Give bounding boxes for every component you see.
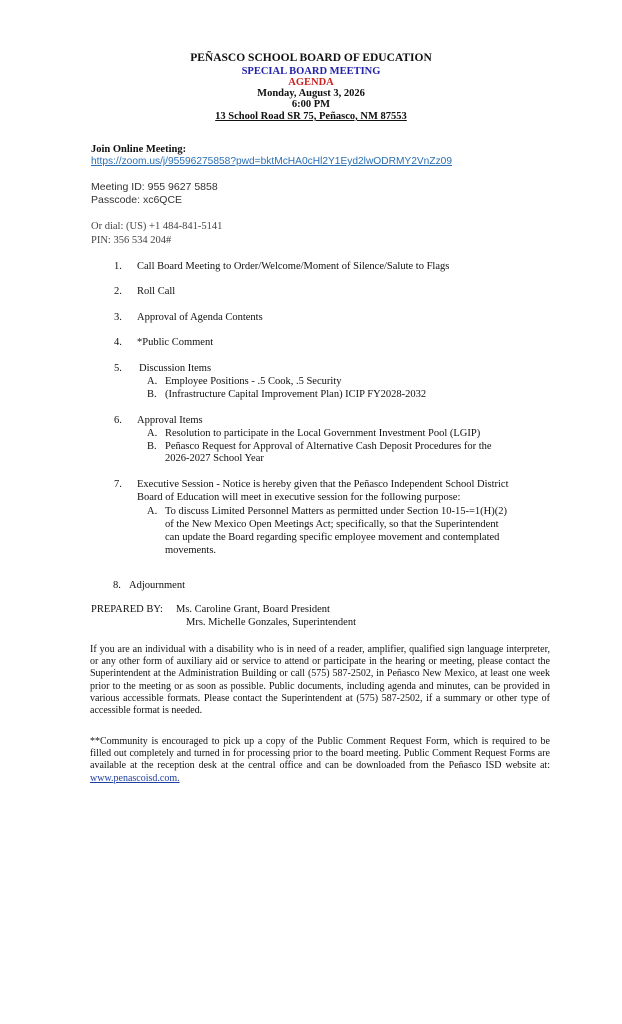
agenda-heading: AGENDA xyxy=(288,77,334,88)
zoom-link[interactable]: https://zoom.us/j/95596275858?pwd=bktMcHA0cHl2Y1Eyd2lwODRMY2VnZz09 xyxy=(91,156,452,167)
item-text: Call Board Meeting to Order/Welcome/Moment of Silence/Salute to Flags xyxy=(137,261,450,272)
pin: PIN: 356 534 204# xyxy=(91,235,172,246)
subitem-letter: B. xyxy=(147,389,157,400)
item-text: Executive Session - Notice is hereby given that the Peñasco Independent School District xyxy=(137,479,509,490)
public-comment-text: **Community is encouraged to pick up a copy of the Public Comment Request Form, which is required to be filled out completely and turned in for processing prior to the board meeting. Public Comment Request Forms are available at the reception desk at the central office and can be downloaded from the Peñasco ISD website at: xyxy=(90,736,550,772)
item-text: Board of Education will meet in executive session for the following purpose: xyxy=(137,492,461,503)
passcode: Passcode: xc6QCE xyxy=(91,194,183,206)
org-title: PEÑASCO SCHOOL BOARD OF EDUCATION xyxy=(190,52,432,64)
item-number: 5. xyxy=(114,363,122,374)
item-number: 2. xyxy=(114,286,122,297)
website-link[interactable]: www.penascoisd.com. xyxy=(90,772,180,784)
subitem-text: To discuss Limited Personnel Matters as permitted under Section 10-15-=1(H)(2) xyxy=(165,506,507,517)
item-number: 7. xyxy=(114,479,122,490)
subitem-text: of the New Mexico Open Meetings Act; specifically, so that the Superintendent xyxy=(165,519,499,530)
subitem-text: can update the Board regarding specific employee movement and contemplated xyxy=(165,532,500,543)
meeting-address: 13 School Road SR 75, Peñasco, NM 87553 xyxy=(215,111,407,122)
subitem-letter: B. xyxy=(147,441,157,452)
prepared-by-name: Ms. Caroline Grant, Board President xyxy=(176,604,330,615)
subitem-letter: A. xyxy=(147,428,158,439)
item-number: 8. xyxy=(113,580,121,591)
prepared-by-name: Mrs. Michelle Gonzales, Superintendent xyxy=(186,617,356,628)
subitem-letter: A. xyxy=(147,506,158,517)
meeting-date: Monday, August 3, 2026 xyxy=(257,88,365,99)
item-text: Approval of Agenda Contents xyxy=(137,312,263,323)
subitem-text: Employee Positions - .5 Cook, .5 Security xyxy=(165,376,342,387)
meeting-id: Meeting ID: 955 9627 5858 xyxy=(91,181,218,193)
item-text: *Public Comment xyxy=(137,337,214,348)
item-text: Approval Items xyxy=(137,415,203,426)
subitem-text: Resolution to participate in the Local Government Investment Pool (LGIP) xyxy=(165,428,481,439)
item-text: Adjournment xyxy=(129,580,185,591)
accessibility-notice: If you are an individual with a disability who is in need of a reader, amplifier, qualified sign language interpreter, or any other form of auxiliary aid or service to attend or participate in the hearing or meeting, please contact the Superintendent at the Administration Building or call (575) 587-2502, in Peñasco New Mexico, at least one week prior to the meeting or as soon as possible. Public documents, including agenda and minutes, can be provided in various accessible formats. Please contact the Superintendent at (575) 587-2502, if a summary or other type of accessible format is needed. xyxy=(90,644,550,717)
meeting-time: 6:00 PM xyxy=(291,99,331,110)
item-number: 4. xyxy=(114,337,122,348)
item-text: Discussion Items xyxy=(139,363,212,374)
item-number: 3. xyxy=(114,312,122,323)
subitem-text: 2026-2027 School Year xyxy=(165,453,264,464)
public-comment-notice xyxy=(90,736,550,785)
join-online-label: Join Online Meeting: xyxy=(91,144,187,155)
subitem-text: (Infrastructure Capital Improvement Plan) ICIP FY2028-2032 xyxy=(165,389,427,400)
item-number: 1. xyxy=(114,261,122,272)
item-number: 6. xyxy=(114,415,122,426)
dial-in: Or dial: (US) +1 484-841-5141 xyxy=(91,221,223,232)
subitem-text: movements. xyxy=(165,545,217,556)
subitem-text: Peñasco Request for Approval of Alternative Cash Deposit Procedures for the xyxy=(165,441,492,452)
prepared-by-label: PREPARED BY: xyxy=(91,604,163,615)
subitem-letter: A. xyxy=(147,376,158,387)
item-text: Roll Call xyxy=(137,286,176,297)
meeting-type: SPECIAL BOARD MEETING xyxy=(241,66,381,77)
